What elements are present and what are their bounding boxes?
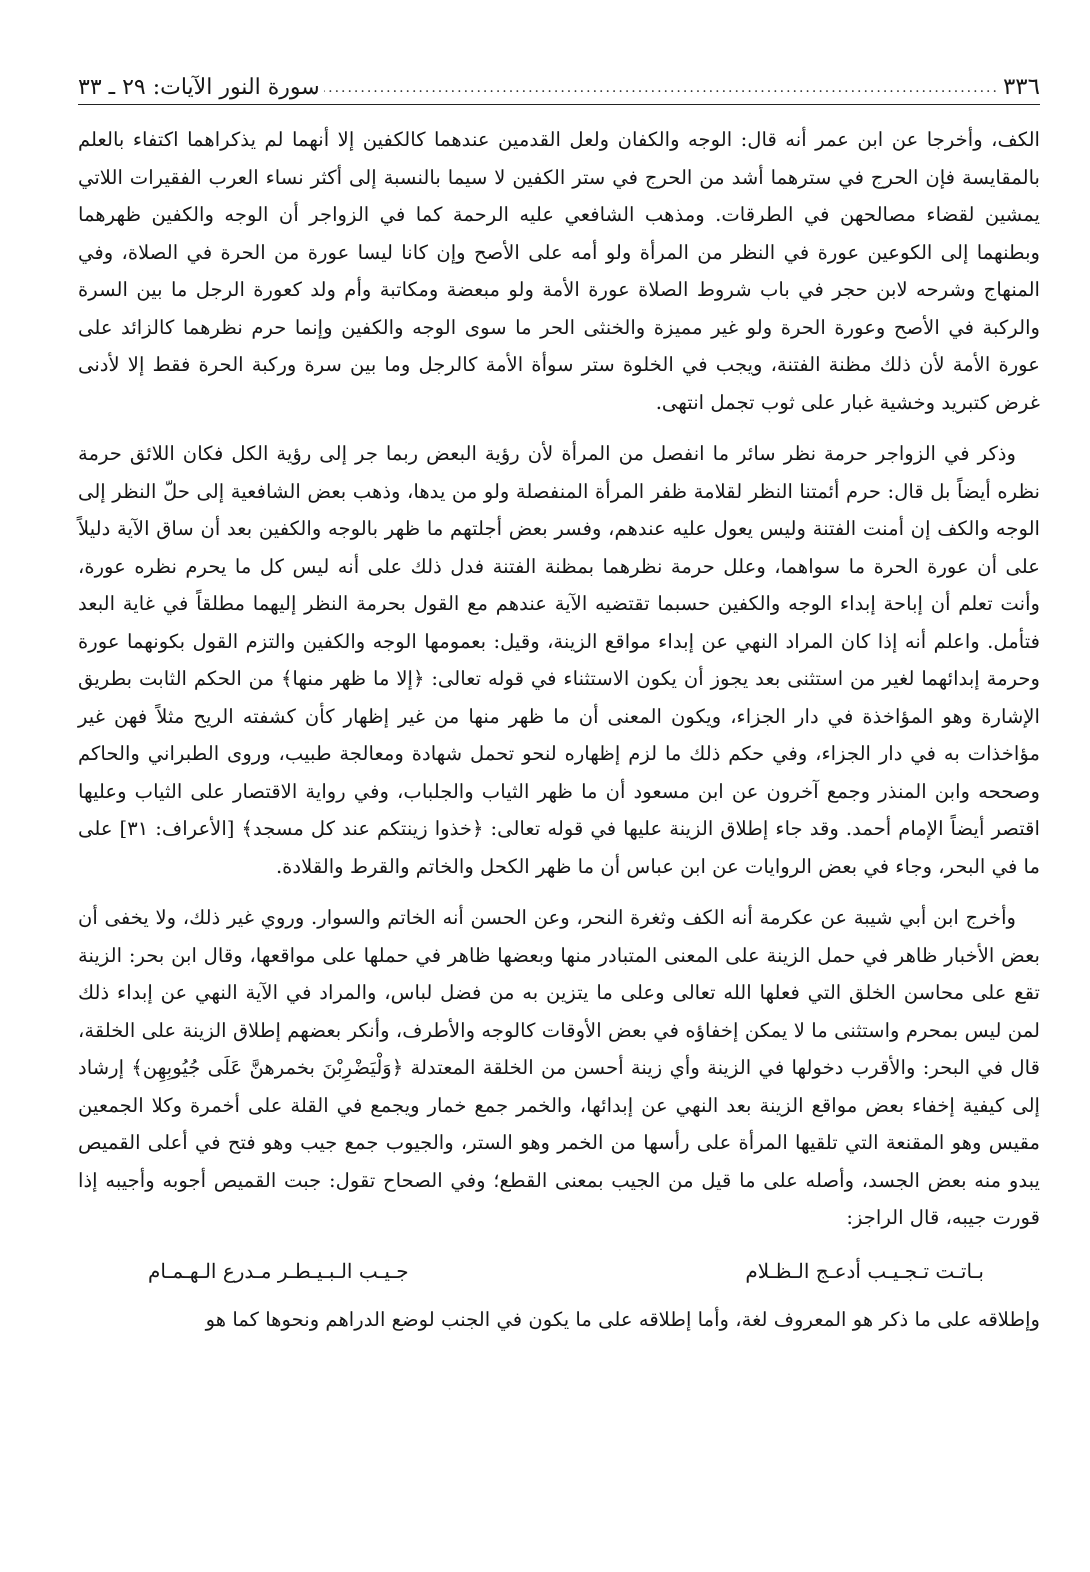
verse-second-hemistich: جـيـب الـبـيـطـر مـدرع الـهـمـام: [148, 1258, 409, 1283]
verse-first-hemistich: بـاتـت تـجـيـب أدعـج الـظـلام: [745, 1258, 984, 1283]
page-body: [78, 121, 1040, 1338]
paragraph: وأخرج ابن أبي شيبة عن عكرمة أنه الكف وثغرة النحر، وعن الحسن أنه الخاتم والسوار. وروي غير ذلك، ولا يخفى أن بعض الأخبار ظاهر في حمل الزينة على المعنى المتبادر منها وبعضها ظاهر في حملها على مواقعها، وقال ابن بحر: الزينة تقع على محاسن الخلق التي فعلها الله تعالى وعلى ما يتزين به من فضل لباس، والمراد في الآية النهي عن إبداء ذلك لمن ليس بمحرم واستثنى ما لا يمكن إخفاؤه في بعض الأوقات كالوجه والأطرف، وأنكر بعضهم إطلاق الزينة على الخلقة، قال في البحر: والأقرب دخولها في الزينة وأي زينة أحسن من الخلقة المعتدلة ﴿وَلْيَضْرِبْنَ بخمرهنَّ عَلَى جُيُوبِهِن﴾ إرشاد إلى كيفية إخفاء بعض مواقع الزينة بعد النهي عن إبدائها، والخمر جمع خمار ويجمع في القلة على أخمرة وكلا الجمعين مقيس وهو المقنعة التي تلقيها المرأة على رأسها من الخمر وهو الستر، والجيوب جمع جيب وهو فتح في أعلى القميص يبدو منه بعض الجسد، وأصله على ما قيل من الجيب بمعنى القطع؛ وفي الصحاح تقول: جبت القميص أجوبه وأجيبه إذا قورت جيبه، قال الراجز:: [78, 906, 1040, 1229]
surah-reference: سورة النور الآيات: ٢٩ ـ ٣٣: [78, 75, 320, 100]
book-page: [78, 60, 1040, 1552]
paragraph-continuation: وإطلاقه على ما ذكر هو المعروف لغة، وأما إطلاقه على ما يكون في الجنب لوضع الدراهم ونحوها كما هو: [205, 1307, 1040, 1331]
header-dot-leader: [324, 80, 999, 96]
poetry-verse: [78, 1251, 1040, 1291]
page-number: ٣٣٦: [1002, 74, 1040, 100]
running-header: [78, 60, 1040, 105]
paragraph: الكف، وأخرجا عن ابن عمر أنه قال: الوجه والكفان ولعل القدمين عندهما كالكفين إلا أنهما لم يذكراهما اكتفاء بالعلم بالمقايسة فإن الحرج في سترهما أشد من الحرج في ستر الكفين لا سيما بالنسبة إلى أكثر نساء العرب الفقيرات اللاتي يمشين لقضاء مصالحهن في الطرقات. ومذهب الشافعي عليه الرحمة كما في الزواجر أن الوجه والكفين ظهرهما وبطنهما إلى الكوعين عورة في النظر من المرأة ولو أمه على الأصح وإن كانا ليسا عورة من الحرة في الصلاة، وفي المنهاج وشرحه لابن حجر في باب شروط الصلاة عورة الأمة ولو مبعضة ومكاتبة وأم ولد كعورة الرجل ما بين السرة والركبة في الأصح وعورة الحرة ولو غير مميزة والخنثى الحر ما سوى الوجه والكفين وإنما حرم نظرهما كالزائد على عورة الأمة لأن ذلك مظنة الفتنة، ويجب في الخلوة ستر سوأة الأمة كالرجل وما بين سرة وركبة الحرة فقط إلا لأدنى غرض كتبريد وخشية غبار على ثوب تجمل انتهى.: [78, 128, 1040, 414]
paragraph: وذكر في الزواجر حرمة نظر سائر ما انفصل من المرأة لأن رؤية البعض ربما جر إلى رؤية الكل فكان اللائق حرمة نظره أيضاً بل قال: حرم أئمتنا النظر لقلامة ظفر المرأة المنفصلة ولو من يدها، وذهب بعض الشافعية إلى حلّ النظر إلى الوجه والكف إن أمنت الفتنة وليس يعول عليه عندهم، وفسر بعض أجلتهم ما ظهر بالوجه والكفين بعد أن ساق الآية دليلاً على أن عورة الحرة ما سواهما، وعلل حرمة نظرهما بمظنة الفتنة فدل ذلك على أنه ليس كل ما يحرم نظره عورة، وأنت تعلم أن إباحة إبداء الوجه والكفين حسبما تقتضيه الآية عندهم مع القول بحرمة النظر إليهما مطلقاً في غاية البعد فتأمل. واعلم أنه إذا كان المراد النهي عن إبداء مواقع الزينة، وقيل: بعمومها الوجه والكفين والتزم القول بكونهما عورة وحرمة إبدائهما لغير من استثنى بعد يجوز أن يكون الاستثناء في قوله تعالى: ﴿إلا ما ظهر منها﴾ من الحكم الثابت بطريق الإشارة وهو المؤاخذة في دار الجزاء، ويكون المعنى أن ما ظهر منها من غير إظهار كأن كشفته الريح مثلاً فهن غير مؤاخذات به في دار الجزاء، وفي حكم ذلك ما لزم إظهاره لنحو تحمل شهادة ومعالجة طبيب، وروى الطبراني والحاكم وصححه وابن المنذر وجمع آخرون عن ابن مسعود أن ما ظهر الثياب والجلباب، وفي رواية الاقتصار على الثياب وعليها اقتصر أيضاً الإمام أحمد. وقد جاء إطلاق الزينة عليها في قوله تعالى: ﴿خذوا زينتكم عند كل مسجد﴾ [الأعراف: ٣١] على ما في البحر، وجاء في بعض الروايات عن ابن عباس أن ما ظهر الكحل والخاتم والقرط والقلادة.: [78, 442, 1040, 878]
